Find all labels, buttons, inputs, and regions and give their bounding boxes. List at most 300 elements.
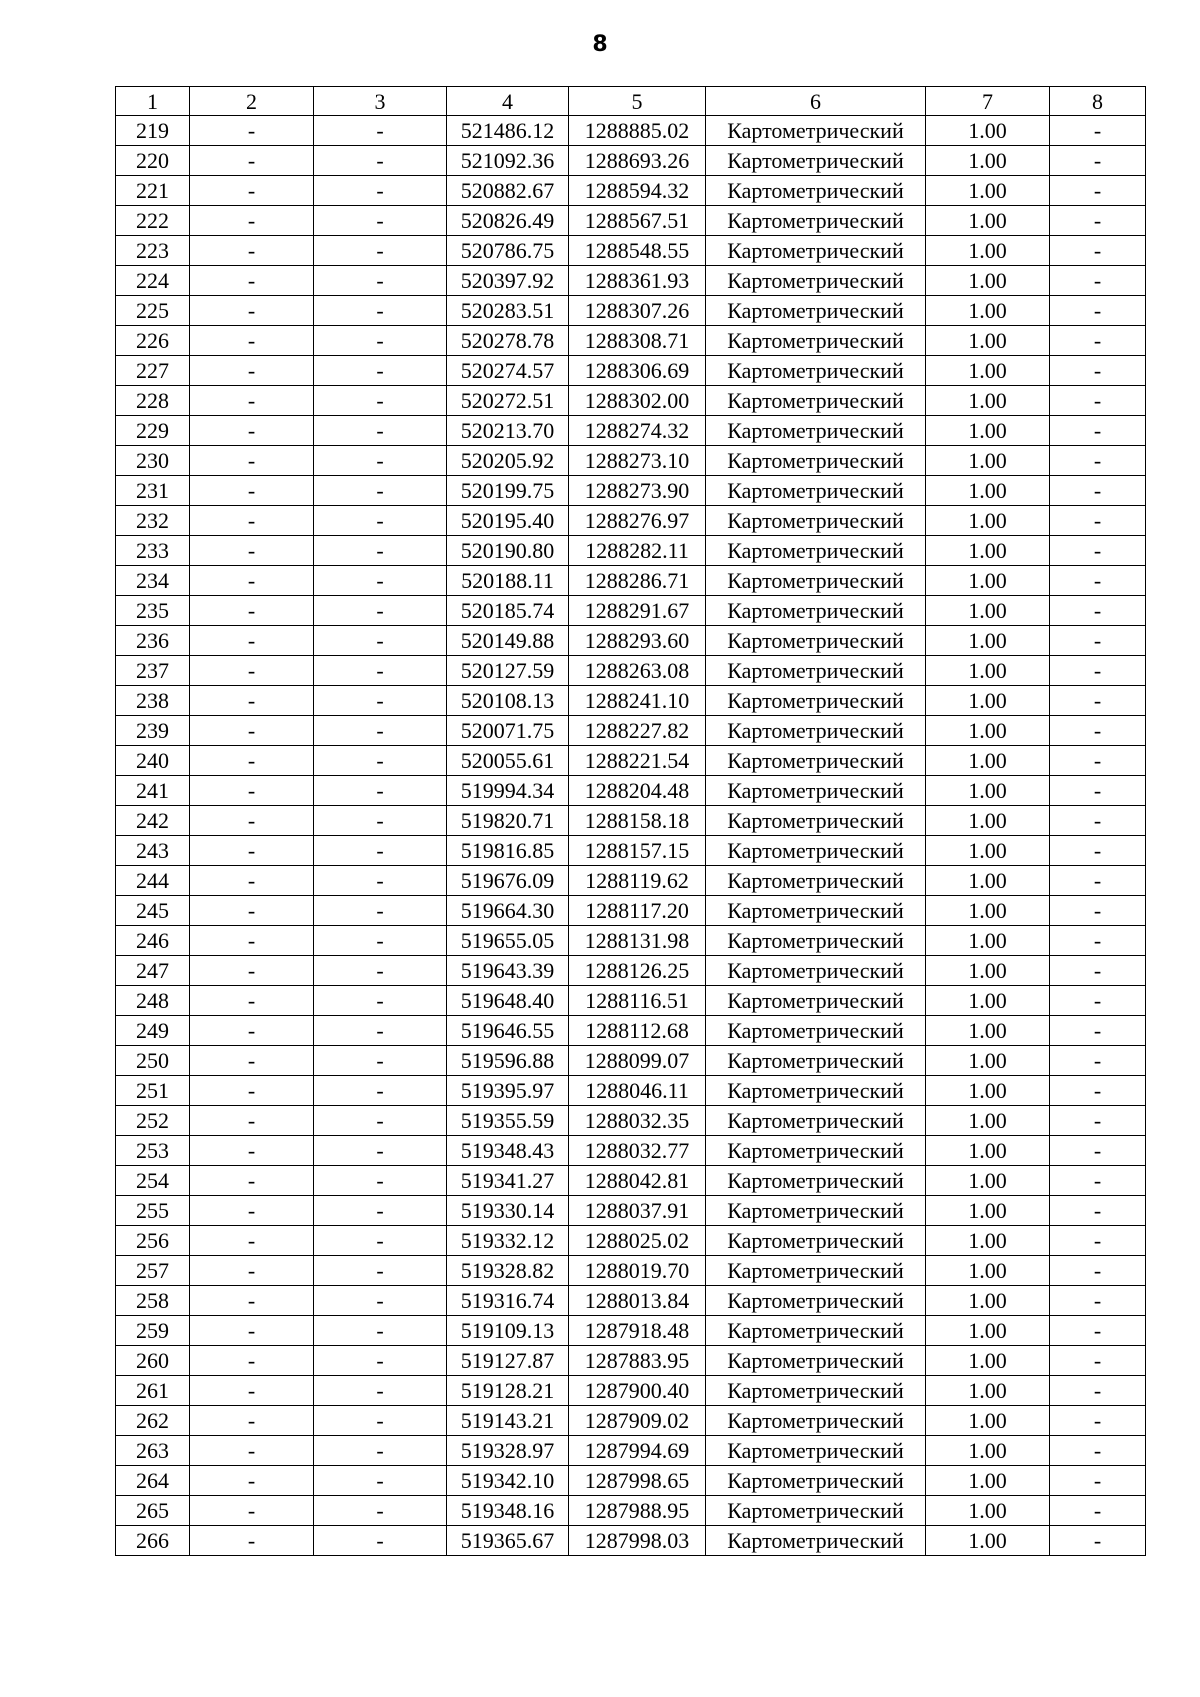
x-coordinate-cell: 521092.36 bbox=[447, 146, 569, 176]
column-3-cell: - bbox=[314, 596, 447, 626]
column-2-cell: - bbox=[190, 656, 314, 686]
x-coordinate-cell: 519655.05 bbox=[447, 926, 569, 956]
y-coordinate-cell: 1288019.70 bbox=[569, 1256, 706, 1286]
point-number-cell: 258 bbox=[116, 1286, 190, 1316]
column-3-cell: - bbox=[314, 266, 447, 296]
column-3-cell: - bbox=[314, 686, 447, 716]
column-8-cell: - bbox=[1050, 146, 1146, 176]
y-coordinate-cell: 1288308.71 bbox=[569, 326, 706, 356]
y-coordinate-cell: 1288302.00 bbox=[569, 386, 706, 416]
column-3-cell: - bbox=[314, 1316, 447, 1346]
point-number-cell: 239 bbox=[116, 716, 190, 746]
column-8-cell: - bbox=[1050, 1496, 1146, 1526]
accuracy-cell: 1.00 bbox=[926, 626, 1050, 656]
y-coordinate-cell: 1288099.07 bbox=[569, 1046, 706, 1076]
column-3-cell: - bbox=[314, 326, 447, 356]
method-cell: Картометрический bbox=[706, 566, 926, 596]
accuracy-cell: 1.00 bbox=[926, 176, 1050, 206]
column-8-cell: - bbox=[1050, 326, 1146, 356]
accuracy-cell: 1.00 bbox=[926, 356, 1050, 386]
method-cell: Картометрический bbox=[706, 506, 926, 536]
accuracy-cell: 1.00 bbox=[926, 1526, 1050, 1556]
column-2-cell: - bbox=[190, 1226, 314, 1256]
table-row bbox=[116, 1256, 1146, 1286]
column-2-cell: - bbox=[190, 356, 314, 386]
accuracy-cell: 1.00 bbox=[926, 446, 1050, 476]
x-coordinate-cell: 519143.21 bbox=[447, 1406, 569, 1436]
point-number-cell: 251 bbox=[116, 1076, 190, 1106]
x-coordinate-cell: 521486.12 bbox=[447, 116, 569, 146]
accuracy-cell: 1.00 bbox=[926, 1466, 1050, 1496]
x-coordinate-cell: 519365.67 bbox=[447, 1526, 569, 1556]
column-3-cell: - bbox=[314, 836, 447, 866]
method-cell: Картометрический bbox=[706, 626, 926, 656]
column-2-cell: - bbox=[190, 236, 314, 266]
column-8-cell: - bbox=[1050, 836, 1146, 866]
point-number-cell: 228 bbox=[116, 386, 190, 416]
method-cell: Картометрический bbox=[706, 1136, 926, 1166]
table-row bbox=[116, 1346, 1146, 1376]
y-coordinate-cell: 1287998.65 bbox=[569, 1466, 706, 1496]
table-row bbox=[116, 1316, 1146, 1346]
accuracy-cell: 1.00 bbox=[926, 836, 1050, 866]
table-row bbox=[116, 746, 1146, 776]
x-coordinate-cell: 519332.12 bbox=[447, 1226, 569, 1256]
column-2-cell: - bbox=[190, 476, 314, 506]
table-row bbox=[116, 506, 1146, 536]
accuracy-cell: 1.00 bbox=[926, 716, 1050, 746]
column-2-cell: - bbox=[190, 956, 314, 986]
y-coordinate-cell: 1288046.11 bbox=[569, 1076, 706, 1106]
y-coordinate-cell: 1287909.02 bbox=[569, 1406, 706, 1436]
column-8-cell: - bbox=[1050, 1046, 1146, 1076]
table-row bbox=[116, 1496, 1146, 1526]
y-coordinate-cell: 1288158.18 bbox=[569, 806, 706, 836]
method-cell: Картометрический bbox=[706, 356, 926, 386]
table-row bbox=[116, 116, 1146, 146]
method-cell: Картометрический bbox=[706, 1376, 926, 1406]
column-header-6: 6 bbox=[706, 87, 926, 116]
point-number-cell: 247 bbox=[116, 956, 190, 986]
accuracy-cell: 1.00 bbox=[926, 1376, 1050, 1406]
column-2-cell: - bbox=[190, 776, 314, 806]
y-coordinate-cell: 1288306.69 bbox=[569, 356, 706, 386]
point-number-cell: 237 bbox=[116, 656, 190, 686]
column-3-cell: - bbox=[314, 476, 447, 506]
column-8-cell: - bbox=[1050, 1136, 1146, 1166]
point-number-cell: 233 bbox=[116, 536, 190, 566]
column-3-cell: - bbox=[314, 1226, 447, 1256]
table-row bbox=[116, 386, 1146, 416]
method-cell: Картометрический bbox=[706, 326, 926, 356]
column-3-cell: - bbox=[314, 1406, 447, 1436]
point-number-cell: 249 bbox=[116, 1016, 190, 1046]
y-coordinate-cell: 1287994.69 bbox=[569, 1436, 706, 1466]
accuracy-cell: 1.00 bbox=[926, 1496, 1050, 1526]
accuracy-cell: 1.00 bbox=[926, 1436, 1050, 1466]
column-8-cell: - bbox=[1050, 896, 1146, 926]
column-8-cell: - bbox=[1050, 626, 1146, 656]
accuracy-cell: 1.00 bbox=[926, 1286, 1050, 1316]
table-row bbox=[116, 956, 1146, 986]
column-8-cell: - bbox=[1050, 386, 1146, 416]
column-2-cell: - bbox=[190, 206, 314, 236]
method-cell: Картометрический bbox=[706, 596, 926, 626]
column-3-cell: - bbox=[314, 1466, 447, 1496]
table-row bbox=[116, 1406, 1146, 1436]
point-number-cell: 255 bbox=[116, 1196, 190, 1226]
y-coordinate-cell: 1288157.15 bbox=[569, 836, 706, 866]
table-row bbox=[116, 1016, 1146, 1046]
method-cell: Картометрический bbox=[706, 1406, 926, 1436]
point-number-cell: 235 bbox=[116, 596, 190, 626]
y-coordinate-cell: 1287988.95 bbox=[569, 1496, 706, 1526]
y-coordinate-cell: 1288282.11 bbox=[569, 536, 706, 566]
method-cell: Картометрический bbox=[706, 296, 926, 326]
accuracy-cell: 1.00 bbox=[926, 746, 1050, 776]
point-number-cell: 230 bbox=[116, 446, 190, 476]
x-coordinate-cell: 519127.87 bbox=[447, 1346, 569, 1376]
column-2-cell: - bbox=[190, 1406, 314, 1436]
method-cell: Картометрический bbox=[706, 1346, 926, 1376]
x-coordinate-cell: 519648.40 bbox=[447, 986, 569, 1016]
point-number-cell: 219 bbox=[116, 116, 190, 146]
table-row bbox=[116, 776, 1146, 806]
column-2-cell: - bbox=[190, 1016, 314, 1046]
method-cell: Картометрический bbox=[706, 836, 926, 866]
table-row bbox=[116, 476, 1146, 506]
method-cell: Картометрический bbox=[706, 1256, 926, 1286]
y-coordinate-cell: 1288307.26 bbox=[569, 296, 706, 326]
method-cell: Картометрический bbox=[706, 776, 926, 806]
column-2-cell: - bbox=[190, 416, 314, 446]
column-3-cell: - bbox=[314, 626, 447, 656]
method-cell: Картометрический bbox=[706, 806, 926, 836]
x-coordinate-cell: 519664.30 bbox=[447, 896, 569, 926]
y-coordinate-cell: 1288263.08 bbox=[569, 656, 706, 686]
column-3-cell: - bbox=[314, 446, 447, 476]
y-coordinate-cell: 1288885.02 bbox=[569, 116, 706, 146]
table-row bbox=[116, 1376, 1146, 1406]
column-2-cell: - bbox=[190, 986, 314, 1016]
column-3-cell: - bbox=[314, 806, 447, 836]
column-3-cell: - bbox=[314, 776, 447, 806]
column-2-cell: - bbox=[190, 566, 314, 596]
column-2-cell: - bbox=[190, 1526, 314, 1556]
table-row bbox=[116, 566, 1146, 596]
accuracy-cell: 1.00 bbox=[926, 926, 1050, 956]
y-coordinate-cell: 1287918.48 bbox=[569, 1316, 706, 1346]
x-coordinate-cell: 520278.78 bbox=[447, 326, 569, 356]
method-cell: Картометрический bbox=[706, 986, 926, 1016]
column-8-cell: - bbox=[1050, 296, 1146, 326]
x-coordinate-cell: 519328.97 bbox=[447, 1436, 569, 1466]
column-2-cell: - bbox=[190, 716, 314, 746]
column-2-cell: - bbox=[190, 866, 314, 896]
point-number-cell: 220 bbox=[116, 146, 190, 176]
y-coordinate-cell: 1288025.02 bbox=[569, 1226, 706, 1256]
column-header-1: 1 bbox=[116, 87, 190, 116]
point-number-cell: 226 bbox=[116, 326, 190, 356]
accuracy-cell: 1.00 bbox=[926, 1406, 1050, 1436]
column-2-cell: - bbox=[190, 1166, 314, 1196]
point-number-cell: 260 bbox=[116, 1346, 190, 1376]
method-cell: Картометрический bbox=[706, 1196, 926, 1226]
column-8-cell: - bbox=[1050, 446, 1146, 476]
x-coordinate-cell: 519646.55 bbox=[447, 1016, 569, 1046]
column-8-cell: - bbox=[1050, 1526, 1146, 1556]
table-row bbox=[116, 446, 1146, 476]
table-body bbox=[116, 116, 1146, 1556]
column-header-3: 3 bbox=[314, 87, 447, 116]
y-coordinate-cell: 1288567.51 bbox=[569, 206, 706, 236]
y-coordinate-cell: 1288221.54 bbox=[569, 746, 706, 776]
accuracy-cell: 1.00 bbox=[926, 1196, 1050, 1226]
table-row bbox=[116, 596, 1146, 626]
x-coordinate-cell: 520188.11 bbox=[447, 566, 569, 596]
point-number-cell: 244 bbox=[116, 866, 190, 896]
accuracy-cell: 1.00 bbox=[926, 1106, 1050, 1136]
accuracy-cell: 1.00 bbox=[926, 416, 1050, 446]
column-8-cell: - bbox=[1050, 206, 1146, 236]
x-coordinate-cell: 519348.16 bbox=[447, 1496, 569, 1526]
column-8-cell: - bbox=[1050, 866, 1146, 896]
accuracy-cell: 1.00 bbox=[926, 806, 1050, 836]
table-row bbox=[116, 686, 1146, 716]
x-coordinate-cell: 519109.13 bbox=[447, 1316, 569, 1346]
x-coordinate-cell: 520397.92 bbox=[447, 266, 569, 296]
accuracy-cell: 1.00 bbox=[926, 1346, 1050, 1376]
method-cell: Картометрический bbox=[706, 476, 926, 506]
column-2-cell: - bbox=[190, 1436, 314, 1466]
column-8-cell: - bbox=[1050, 1256, 1146, 1286]
x-coordinate-cell: 520199.75 bbox=[447, 476, 569, 506]
accuracy-cell: 1.00 bbox=[926, 596, 1050, 626]
x-coordinate-cell: 519341.27 bbox=[447, 1166, 569, 1196]
accuracy-cell: 1.00 bbox=[926, 536, 1050, 566]
column-3-cell: - bbox=[314, 146, 447, 176]
x-coordinate-cell: 519994.34 bbox=[447, 776, 569, 806]
column-8-cell: - bbox=[1050, 1436, 1146, 1466]
method-cell: Картометрический bbox=[706, 1286, 926, 1316]
x-coordinate-cell: 520055.61 bbox=[447, 746, 569, 776]
column-2-cell: - bbox=[190, 386, 314, 416]
y-coordinate-cell: 1288291.67 bbox=[569, 596, 706, 626]
x-coordinate-cell: 519596.88 bbox=[447, 1046, 569, 1076]
point-number-cell: 246 bbox=[116, 926, 190, 956]
x-coordinate-cell: 520205.92 bbox=[447, 446, 569, 476]
point-number-cell: 264 bbox=[116, 1466, 190, 1496]
method-cell: Картометрический bbox=[706, 236, 926, 266]
column-header-2: 2 bbox=[190, 87, 314, 116]
column-8-cell: - bbox=[1050, 1286, 1146, 1316]
method-cell: Картометрический bbox=[706, 1316, 926, 1346]
point-number-cell: 222 bbox=[116, 206, 190, 236]
column-8-cell: - bbox=[1050, 1106, 1146, 1136]
column-2-cell: - bbox=[190, 1316, 314, 1346]
table-row bbox=[116, 356, 1146, 386]
method-cell: Картометрический bbox=[706, 176, 926, 206]
x-coordinate-cell: 520786.75 bbox=[447, 236, 569, 266]
accuracy-cell: 1.00 bbox=[926, 296, 1050, 326]
column-8-cell: - bbox=[1050, 266, 1146, 296]
accuracy-cell: 1.00 bbox=[926, 116, 1050, 146]
column-8-cell: - bbox=[1050, 1076, 1146, 1106]
table-row bbox=[116, 1046, 1146, 1076]
column-2-cell: - bbox=[190, 446, 314, 476]
column-3-cell: - bbox=[314, 386, 447, 416]
column-8-cell: - bbox=[1050, 416, 1146, 446]
column-8-cell: - bbox=[1050, 1316, 1146, 1346]
column-2-cell: - bbox=[190, 116, 314, 146]
column-2-cell: - bbox=[190, 1496, 314, 1526]
accuracy-cell: 1.00 bbox=[926, 656, 1050, 686]
column-header-8: 8 bbox=[1050, 87, 1146, 116]
accuracy-cell: 1.00 bbox=[926, 1136, 1050, 1166]
column-2-cell: - bbox=[190, 626, 314, 656]
table-row bbox=[116, 296, 1146, 326]
y-coordinate-cell: 1288042.81 bbox=[569, 1166, 706, 1196]
point-number-cell: 229 bbox=[116, 416, 190, 446]
column-3-cell: - bbox=[314, 1196, 447, 1226]
column-3-cell: - bbox=[314, 116, 447, 146]
column-3-cell: - bbox=[314, 506, 447, 536]
accuracy-cell: 1.00 bbox=[926, 236, 1050, 266]
table-row bbox=[116, 416, 1146, 446]
coordinates-table bbox=[115, 86, 1146, 1556]
y-coordinate-cell: 1288037.91 bbox=[569, 1196, 706, 1226]
column-8-cell: - bbox=[1050, 596, 1146, 626]
method-cell: Картометрический bbox=[706, 536, 926, 566]
column-8-cell: - bbox=[1050, 236, 1146, 266]
column-8-cell: - bbox=[1050, 716, 1146, 746]
table-row bbox=[116, 1226, 1146, 1256]
column-2-cell: - bbox=[190, 536, 314, 566]
column-3-cell: - bbox=[314, 296, 447, 326]
x-coordinate-cell: 520071.75 bbox=[447, 716, 569, 746]
accuracy-cell: 1.00 bbox=[926, 1016, 1050, 1046]
y-coordinate-cell: 1288274.32 bbox=[569, 416, 706, 446]
column-3-cell: - bbox=[314, 1346, 447, 1376]
table-row bbox=[116, 326, 1146, 356]
accuracy-cell: 1.00 bbox=[926, 686, 1050, 716]
accuracy-cell: 1.00 bbox=[926, 776, 1050, 806]
method-cell: Картометрический bbox=[706, 866, 926, 896]
column-2-cell: - bbox=[190, 836, 314, 866]
x-coordinate-cell: 520272.51 bbox=[447, 386, 569, 416]
method-cell: Картометрический bbox=[706, 956, 926, 986]
table-row bbox=[116, 1436, 1146, 1466]
column-2-cell: - bbox=[190, 896, 314, 926]
point-number-cell: 253 bbox=[116, 1136, 190, 1166]
column-2-cell: - bbox=[190, 296, 314, 326]
accuracy-cell: 1.00 bbox=[926, 1226, 1050, 1256]
y-coordinate-cell: 1288273.10 bbox=[569, 446, 706, 476]
column-8-cell: - bbox=[1050, 116, 1146, 146]
table-row bbox=[116, 1076, 1146, 1106]
point-number-cell: 265 bbox=[116, 1496, 190, 1526]
table-row bbox=[116, 266, 1146, 296]
column-8-cell: - bbox=[1050, 566, 1146, 596]
y-coordinate-cell: 1288594.32 bbox=[569, 176, 706, 206]
column-2-cell: - bbox=[190, 806, 314, 836]
column-3-cell: - bbox=[314, 1286, 447, 1316]
column-2-cell: - bbox=[190, 926, 314, 956]
x-coordinate-cell: 519348.43 bbox=[447, 1136, 569, 1166]
column-2-cell: - bbox=[190, 1376, 314, 1406]
table-row bbox=[116, 896, 1146, 926]
x-coordinate-cell: 519316.74 bbox=[447, 1286, 569, 1316]
column-8-cell: - bbox=[1050, 926, 1146, 956]
column-8-cell: - bbox=[1050, 776, 1146, 806]
table-row bbox=[116, 716, 1146, 746]
accuracy-cell: 1.00 bbox=[926, 1256, 1050, 1286]
accuracy-cell: 1.00 bbox=[926, 1316, 1050, 1346]
method-cell: Картометрический bbox=[706, 1496, 926, 1526]
column-2-cell: - bbox=[190, 146, 314, 176]
y-coordinate-cell: 1288131.98 bbox=[569, 926, 706, 956]
method-cell: Картометрический bbox=[706, 266, 926, 296]
point-number-cell: 248 bbox=[116, 986, 190, 1016]
method-cell: Картометрический bbox=[706, 1466, 926, 1496]
column-8-cell: - bbox=[1050, 656, 1146, 686]
point-number-cell: 261 bbox=[116, 1376, 190, 1406]
method-cell: Картометрический bbox=[706, 446, 926, 476]
column-8-cell: - bbox=[1050, 1466, 1146, 1496]
accuracy-cell: 1.00 bbox=[926, 326, 1050, 356]
column-2-cell: - bbox=[190, 746, 314, 776]
point-number-cell: 223 bbox=[116, 236, 190, 266]
method-cell: Картометрический bbox=[706, 1166, 926, 1196]
column-8-cell: - bbox=[1050, 1376, 1146, 1406]
page-number: 8 bbox=[592, 32, 608, 57]
table-row bbox=[116, 236, 1146, 266]
accuracy-cell: 1.00 bbox=[926, 1166, 1050, 1196]
point-number-cell: 259 bbox=[116, 1316, 190, 1346]
column-header-5: 5 bbox=[569, 87, 706, 116]
table-row bbox=[116, 656, 1146, 686]
column-header-7: 7 bbox=[926, 87, 1050, 116]
column-3-cell: - bbox=[314, 1166, 447, 1196]
method-cell: Картометрический bbox=[706, 146, 926, 176]
x-coordinate-cell: 520149.88 bbox=[447, 626, 569, 656]
point-number-cell: 257 bbox=[116, 1256, 190, 1286]
x-coordinate-cell: 520190.80 bbox=[447, 536, 569, 566]
column-3-cell: - bbox=[314, 176, 447, 206]
point-number-cell: 240 bbox=[116, 746, 190, 776]
accuracy-cell: 1.00 bbox=[926, 896, 1050, 926]
column-8-cell: - bbox=[1050, 506, 1146, 536]
column-3-cell: - bbox=[314, 1436, 447, 1466]
column-3-cell: - bbox=[314, 746, 447, 776]
column-3-cell: - bbox=[314, 716, 447, 746]
column-3-cell: - bbox=[314, 566, 447, 596]
accuracy-cell: 1.00 bbox=[926, 1046, 1050, 1076]
column-2-cell: - bbox=[190, 176, 314, 206]
column-3-cell: - bbox=[314, 1106, 447, 1136]
column-3-cell: - bbox=[314, 1016, 447, 1046]
column-2-cell: - bbox=[190, 1136, 314, 1166]
point-number-cell: 266 bbox=[116, 1526, 190, 1556]
table-row bbox=[116, 536, 1146, 566]
column-3-cell: - bbox=[314, 416, 447, 446]
column-3-cell: - bbox=[314, 1256, 447, 1286]
method-cell: Картометрический bbox=[706, 1106, 926, 1136]
point-number-cell: 238 bbox=[116, 686, 190, 716]
y-coordinate-cell: 1288117.20 bbox=[569, 896, 706, 926]
accuracy-cell: 1.00 bbox=[926, 476, 1050, 506]
method-cell: Картометрический bbox=[706, 746, 926, 776]
